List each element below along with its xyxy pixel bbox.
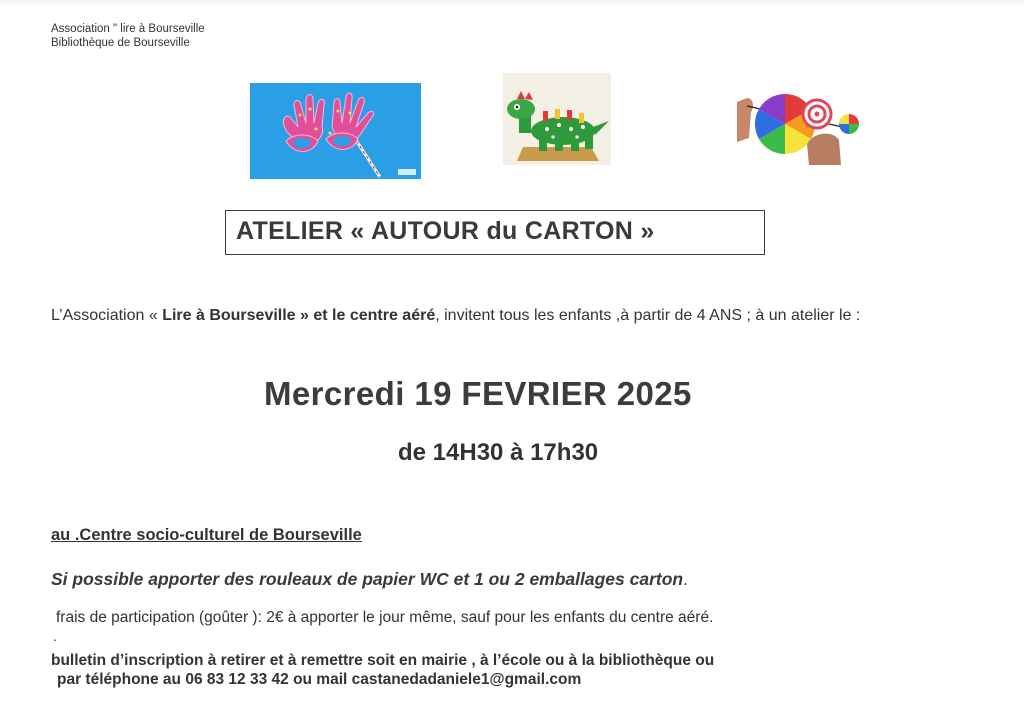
registration-line2: par téléphone au 06 83 12 33 42 ou mail castanedadaniele1@gmail.com [57,671,582,688]
intro-part3: , invitent tous les enfants ,à partir de 4 ANS ; à un atelier le : [435,307,861,324]
scan-edge [0,0,1024,6]
color-spinner-image [737,88,864,165]
mask-craft-image [250,83,421,179]
bring-items-text: Si possible apporter des rouleaux de papier WC et 1 ou 2 emballages carton [51,569,684,589]
header-library: Bibliothèque de Bourseville [51,37,190,49]
intro-part2: » [295,307,314,324]
event-date: Mercredi 19 FEVRIER 2025 [264,375,692,412]
association-name: Lire à Bourseville [162,307,296,324]
header-association: Association " lire à Bourseville [51,23,205,35]
stray-dot: . [53,628,57,644]
registration-info [51,651,714,689]
intro-paragraph [51,306,981,325]
event-time: de 14H30 à 17h30 [398,439,599,466]
bring-items [51,569,688,590]
event-location: au .Centre socio-culturel de Bourseville [51,526,362,544]
cardboard-dinosaur-image [503,73,611,165]
header [51,22,205,50]
intro-and-center: et le centre aéré [313,307,436,324]
registration-line1: bulletin d’inscription à retirer et à remettre soit en mairie , à l’école ou à la bibliothèque ou [51,652,715,669]
participation-fees: frais de participation (goûter ): 2€ à apporter le jour même, sauf pour les enfants du centre aéré. [56,609,714,626]
workshop-title: ATELIER « AUTOUR du CARTON » [236,217,655,245]
title-box [225,210,765,255]
bring-items-period: . [683,569,688,589]
intro-part1: L’Association « [51,307,163,324]
